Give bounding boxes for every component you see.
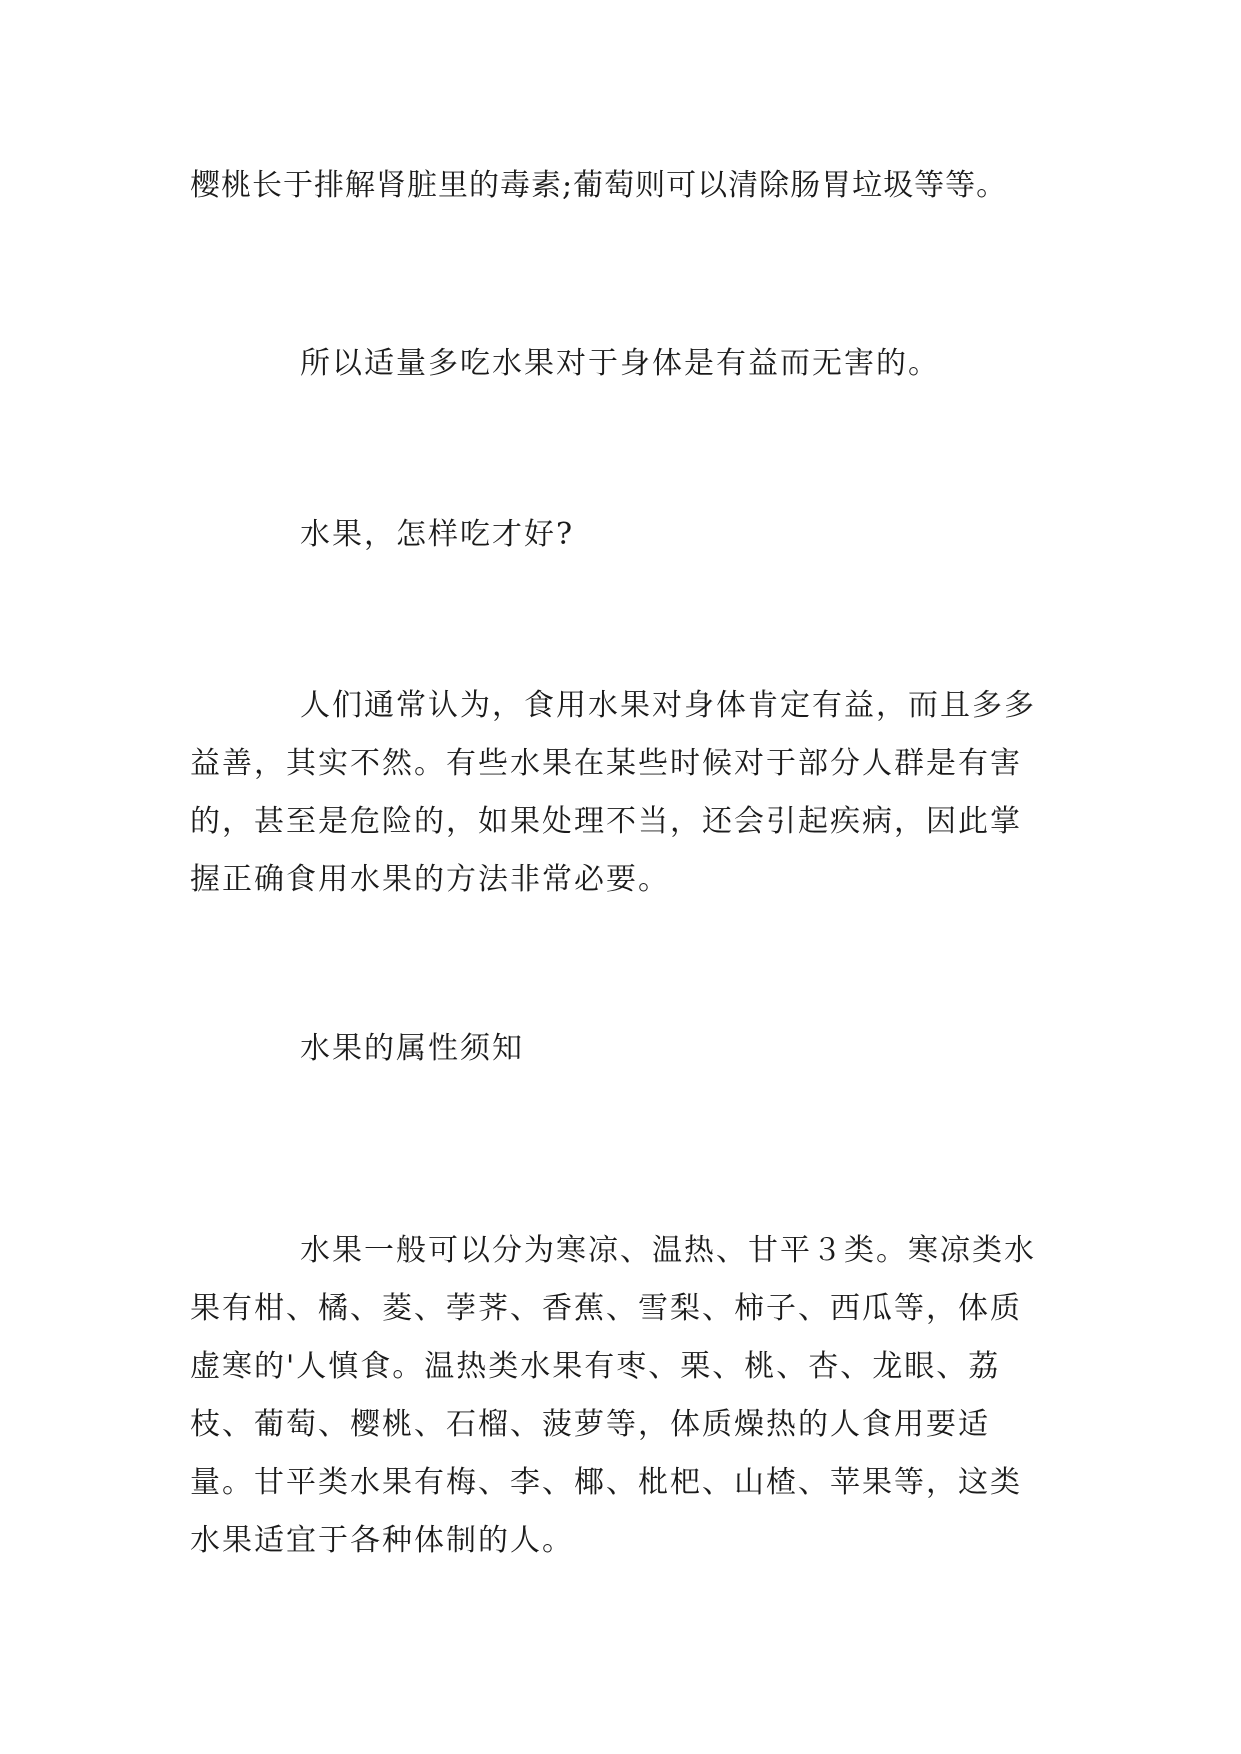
paragraph-cherry-grape: 樱桃长于排解肾脏里的毒素;葡萄则可以清除肠胃垃圾等等。 xyxy=(190,168,1008,203)
paragraph-fruit-categories: 水果一般可以分为寒凉、温热、甘平３类。寒凉类水果有柑、橘、菱、荸荠、香蕉、雪梨、柿子、西瓜等，体质虚寒的'人慎食。温热类水果有枣、栗、桃、杏、龙眼、荔枝、葡萄、樱桃、石榴、菠萝等，体质燥热的人食用要适量。甘平类水果有梅、李、椰、枇杷、山楂、苹果等，这类水果适宜于各种体制的人。 xyxy=(190,1233,1036,1558)
paragraph-common-belief: 人们通常认为，食用水果对身体肯定有益，而且多多益善，其实不然。有些水果在某些时候对于部分人群是有害的，甚至是危险的，如果处理不当，还会引起疾病，因此掌握正确食用水果的方法非常必要。 xyxy=(190,688,1036,897)
heading-how-to-eat-fruit: 水果，怎样吃才好? xyxy=(300,517,575,552)
heading-fruit-properties: 水果的属性须知 xyxy=(300,1031,524,1066)
paragraph-fruit-beneficial: 所以适量多吃水果对于身体是有益而无害的。 xyxy=(300,346,940,381)
